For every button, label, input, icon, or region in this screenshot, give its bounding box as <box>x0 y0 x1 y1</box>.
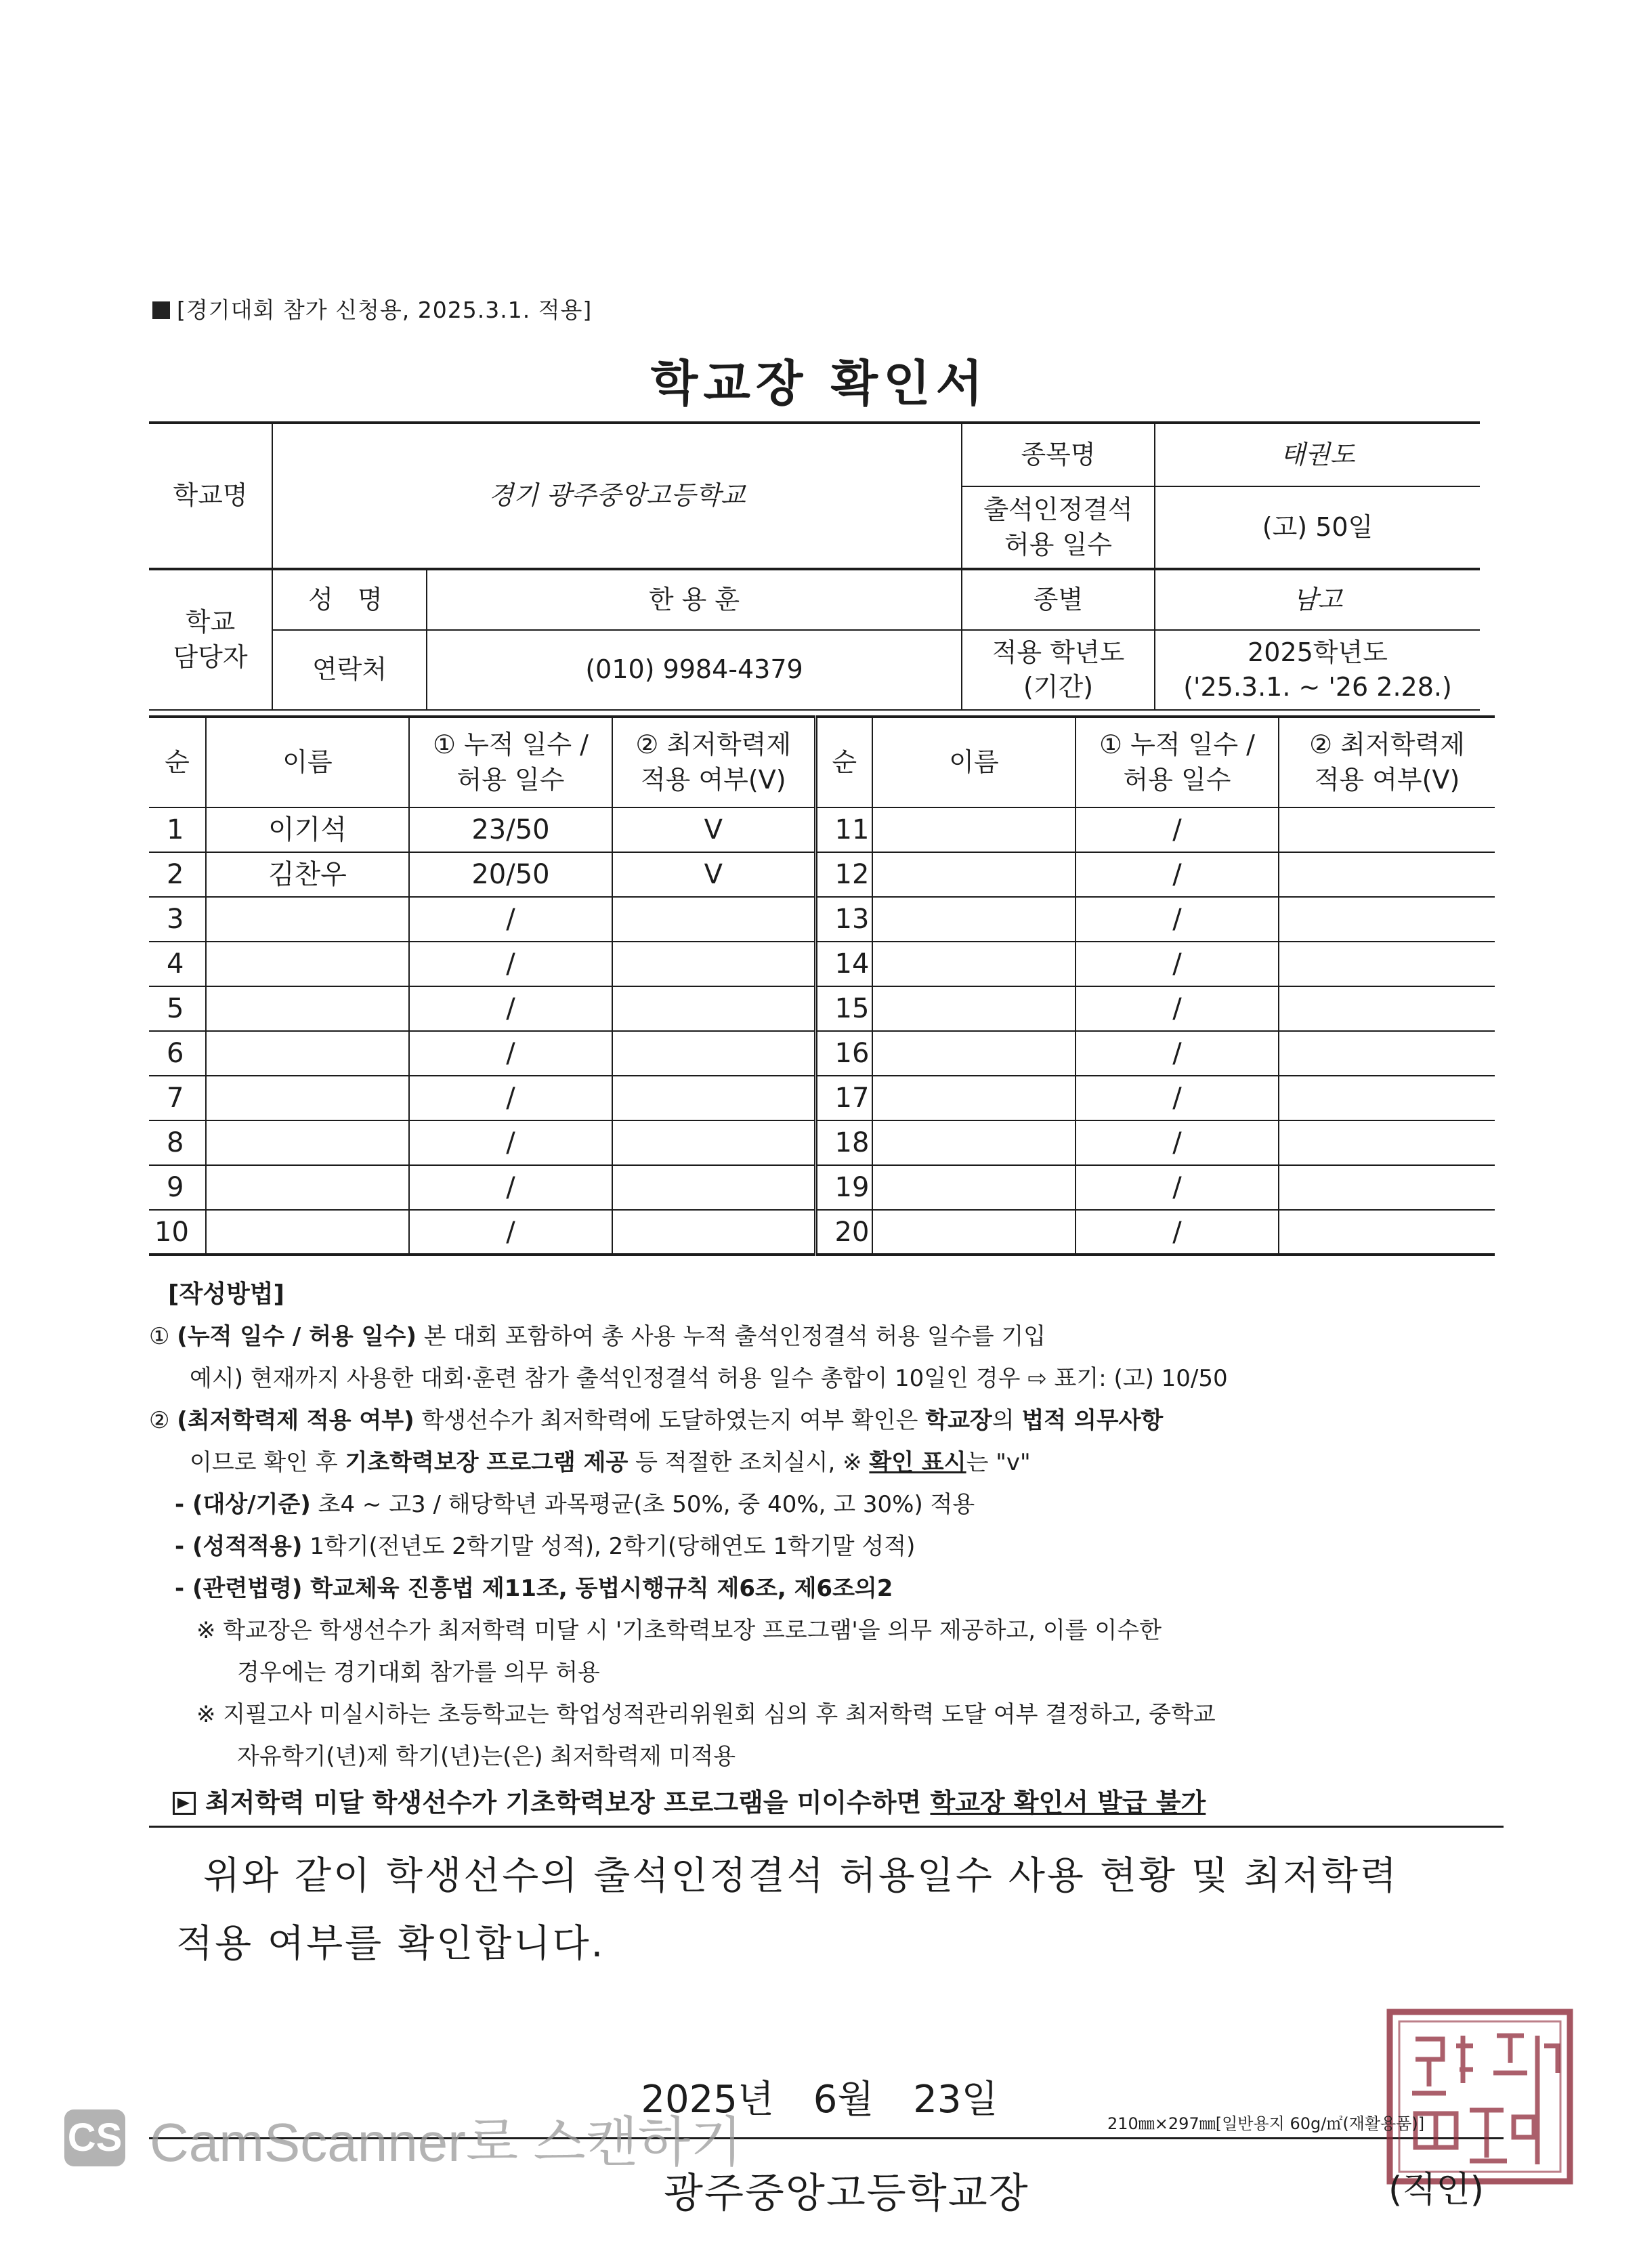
row-num-left: 1 <box>149 807 206 852</box>
instruction-2-cont-text-c: 는 "v" <box>966 1449 1031 1476</box>
allowed-days-label-line1: 출석인정결석 <box>983 495 1133 525</box>
instruction-2-bold-duty: 법적 의무사항 <box>1021 1407 1164 1434</box>
col-min-left-line2: 적용 여부(V) <box>640 764 786 795</box>
row-num-right: 15 <box>815 986 872 1031</box>
row-name-right <box>872 807 1076 852</box>
square-bullet-icon <box>152 301 170 319</box>
row-min-right <box>1279 1165 1495 1210</box>
table-row <box>149 1120 1495 1165</box>
row-days-right: / <box>1076 1120 1279 1165</box>
row-min-right <box>1279 852 1495 897</box>
row-num-right: 16 <box>815 1031 872 1076</box>
row-name-left <box>206 1120 409 1165</box>
row-min-right <box>1279 1076 1495 1120</box>
row-name-right <box>872 1031 1076 1076</box>
row-days-right: / <box>1076 986 1279 1031</box>
col-days-right <box>1076 717 1279 807</box>
col-days-left-line2: 허용 일수 <box>456 764 565 795</box>
allowed-days-label-line2: 허용 일수 <box>1004 529 1112 560</box>
row-name-right <box>872 897 1076 942</box>
row-num-left: 9 <box>149 1165 206 1210</box>
instruction-1-example: 예시) 현재까지 사용한 대회·훈련 참가 출석인정결석 허용 일수 총합이 10일인 경우 ⇨ 표기: (고) 10/50 <box>190 1365 1228 1392</box>
row-num-left: 4 <box>149 942 206 986</box>
row-days-left: / <box>409 942 612 986</box>
row-num-left: 10 <box>149 1210 206 1255</box>
row-days-left: / <box>409 1076 612 1120</box>
row-min-left: V <box>612 852 815 897</box>
row-name-left <box>206 1076 409 1120</box>
final-notice <box>149 1782 1500 1824</box>
col-name-right: 이름 <box>872 717 1076 807</box>
col-min-right <box>1279 717 1495 807</box>
row-num-right: 13 <box>815 897 872 942</box>
writing-instructions <box>149 1274 1500 1824</box>
col-name-left: 이름 <box>206 717 409 807</box>
col-days-right-line1: ① 누적 일수 / <box>1099 730 1255 760</box>
row-days-left: / <box>409 897 612 942</box>
row-name-right <box>872 1210 1076 1255</box>
instructions-title: [작성방법] <box>168 1280 285 1308</box>
row-min-right <box>1279 897 1495 942</box>
header-note <box>152 293 592 324</box>
school-label: 학교명 <box>149 423 272 569</box>
header-note-text: [경기대회 참가 신청용, 2025.3.1. 적용] <box>177 297 593 323</box>
row-days-left: / <box>409 986 612 1031</box>
row-name-left <box>206 942 409 986</box>
col-days-left-line1: ① 누적 일수 / <box>433 730 589 760</box>
table-row <box>149 1076 1495 1120</box>
col-seq-left: 순 <box>149 717 206 807</box>
instruction-1-heading: (누적 일수 / 허용 일수) <box>177 1323 417 1350</box>
row-min-left <box>612 1120 815 1165</box>
col-min-left-line1: ② 최저학력제 <box>635 730 792 760</box>
confirmation-statement <box>176 1843 1463 1978</box>
row-name-left <box>206 897 409 942</box>
col-min-right-line1: ② 최저학력제 <box>1309 730 1465 760</box>
gender-label: 종별 <box>962 569 1155 630</box>
instruction-2-heading: (최저학력제 적용 여부) <box>177 1407 414 1434</box>
instruction-2-cont-bold-program: 기초학력보장 프로그램 제공 <box>345 1449 629 1476</box>
row-num-right: 20 <box>815 1210 872 1255</box>
row-num-right: 12 <box>815 852 872 897</box>
year-label-line1: 적용 학년도 <box>992 637 1125 667</box>
instruction-2-cont <box>149 1442 1500 1484</box>
camscanner-logo-icon: CS <box>64 2109 125 2166</box>
criteria-heading: - (대상/기준) <box>175 1491 311 1518</box>
grade-apply-heading: - (성적적용) <box>175 1533 303 1560</box>
instruction-2 <box>149 1400 1500 1442</box>
row-min-left <box>612 986 815 1031</box>
allowed-days-label <box>962 486 1155 569</box>
law-heading: - (관련법령) <box>175 1575 303 1602</box>
row-num-right: 19 <box>815 1165 872 1210</box>
col-days-left <box>409 717 612 807</box>
instruction-2-cont-bold-mark: 확인 표시 <box>869 1449 966 1476</box>
year-label-line2: (기간) <box>1023 672 1094 702</box>
issue-date: 2025년 6월 23일 <box>641 2078 998 2122</box>
criteria-text: 초4 ~ 고3 / 해당학년 과목평균(초 50%, 중 40%, 고 30%) 적용 <box>310 1491 975 1518</box>
row-num-left: 2 <box>149 852 206 897</box>
law-line <box>149 1568 1500 1610</box>
col-min-left <box>612 717 815 807</box>
table-row <box>149 897 1495 942</box>
info-table <box>149 421 1480 711</box>
row-days-left: 23/50 <box>409 807 612 852</box>
row-days-right: / <box>1076 1165 1279 1210</box>
name-value: 한 용 훈 <box>427 569 962 630</box>
circled-one-mark: ① <box>149 1323 170 1350</box>
row-days-right: / <box>1076 1076 1279 1120</box>
name-label: 성 명 <box>272 569 427 630</box>
col-min-right-line2: 적용 여부(V) <box>1314 764 1460 795</box>
note-1-cont: 경우에는 경기대회 참가를 의무 허용 <box>237 1659 600 1686</box>
row-min-left <box>612 897 815 942</box>
instruction-2-text-a: 학생선수가 최저학력에 도달하였는지 여부 확인은 <box>414 1407 926 1434</box>
row-days-left: / <box>409 1031 612 1076</box>
row-min-right <box>1279 986 1495 1031</box>
row-min-right <box>1279 807 1495 852</box>
row-num-right: 11 <box>815 807 872 852</box>
law-text: 학교체육 진흥법 제11조, 동법시행규칙 제6조, 제6조의2 <box>302 1575 893 1602</box>
grade-apply-text: 1학기(전년도 2학기말 성적), 2학기(당해연도 1학기말 성적) <box>302 1533 916 1560</box>
confirmation-line-2: 적용 여부를 확인합니다. <box>176 1922 605 1966</box>
row-num-left: 7 <box>149 1076 206 1120</box>
principal-signature: 광주중앙고등학교장 <box>664 2170 1029 2217</box>
row-name-right <box>872 942 1076 986</box>
athlete-list-table <box>149 715 1495 1256</box>
row-name-left <box>206 1031 409 1076</box>
criteria-line <box>149 1484 1500 1526</box>
final-notice-emphasis: 학교장 확인서 발급 불가 <box>930 1788 1206 1818</box>
table-row <box>149 1165 1495 1210</box>
table-row <box>149 1031 1495 1076</box>
contact-label <box>149 569 272 710</box>
school-value: 경기 광주중앙고등학교 <box>272 423 962 569</box>
phone-value: (010) 9984-4379 <box>427 630 962 710</box>
row-name-right <box>872 1165 1076 1210</box>
row-days-left: / <box>409 1165 612 1210</box>
instruction-2-cont-text-a: 이므로 확인 후 <box>190 1449 345 1476</box>
col-seq-right: 순 <box>815 717 872 807</box>
year-value <box>1155 630 1480 710</box>
row-min-right <box>1279 1120 1495 1165</box>
row-min-left <box>612 1210 815 1255</box>
row-days-right: / <box>1076 807 1279 852</box>
instruction-1 <box>149 1316 1500 1358</box>
paper-spec: 210㎜×297㎜[일반용지 60g/㎡(재활용품)] <box>1107 2114 1425 2133</box>
row-name-right <box>872 1076 1076 1120</box>
row-days-right: / <box>1076 897 1279 942</box>
row-min-right <box>1279 1210 1495 1255</box>
col-days-right-line2: 허용 일수 <box>1123 764 1231 795</box>
row-name-left: 이기석 <box>206 807 409 852</box>
final-notice-text: 최저학력 미달 학생선수가 기초학력보장 프로그램을 미이수하면 <box>205 1788 931 1818</box>
note-1: ※ 학교장은 학생선수가 최저학력 미달 시 '기초학력보장 프로그램'을 의무 제공하고, 이를 이수한 <box>196 1617 1162 1644</box>
instruction-1-text: 본 대회 포함하여 총 사용 누적 출석인정결석 허용 일수를 기입 <box>416 1323 1046 1350</box>
row-name-right <box>872 1120 1076 1165</box>
row-num-left: 3 <box>149 897 206 942</box>
row-days-left: / <box>409 1210 612 1255</box>
instruction-2-text-b: 의 <box>992 1407 1022 1434</box>
row-min-left <box>612 1031 815 1076</box>
row-num-right: 14 <box>815 942 872 986</box>
row-min-left <box>612 1165 815 1210</box>
row-days-right: / <box>1076 1210 1279 1255</box>
table-row <box>149 986 1495 1031</box>
row-days-right: / <box>1076 852 1279 897</box>
table-row <box>149 1210 1495 1255</box>
document-title: 학교장 확인서 <box>650 355 989 412</box>
note-2-cont: 자유학기(년)제 학기(년)는(은) 최저학력제 미적용 <box>237 1743 736 1770</box>
row-num-left: 8 <box>149 1120 206 1165</box>
divider-line <box>149 1826 1504 1828</box>
row-days-right: / <box>1076 1031 1279 1076</box>
row-min-right <box>1279 942 1495 986</box>
confirmation-line-1: 위와 같이 학생선수의 출석인정결석 허용일수 사용 현황 및 최저학력 <box>203 1854 1399 1898</box>
row-min-left <box>612 1076 815 1120</box>
row-min-left <box>612 942 815 986</box>
year-value-line2: ('25.3.1. ~ '26 2.28.) <box>1183 672 1452 702</box>
note-2: ※ 지필고사 미실시하는 초등학교는 학업성적관리위원회 심의 후 최저학력 도달 여부 결정하고, 중학교 <box>196 1701 1216 1728</box>
arrow-box-icon <box>173 1792 196 1815</box>
table-row <box>149 942 1495 986</box>
row-name-left <box>206 1165 409 1210</box>
instruction-2-bold-principal: 학교장 <box>925 1407 992 1434</box>
row-days-right: / <box>1076 942 1279 986</box>
table-row <box>149 807 1495 852</box>
row-min-left: V <box>612 807 815 852</box>
contact-label-line1: 학교 <box>185 607 236 637</box>
allowed-days-value: (고) 50일 <box>1155 486 1480 569</box>
year-value-line1: 2025학년도 <box>1248 637 1388 667</box>
instruction-2-cont-text-b: 등 적절한 조치실시, ※ <box>628 1449 870 1476</box>
contact-label-line2: 담당자 <box>173 642 248 672</box>
table-row <box>149 852 1495 897</box>
gender-value: 남고 <box>1155 569 1480 630</box>
grade-apply-line <box>149 1526 1500 1568</box>
row-name-left: 김찬우 <box>206 852 409 897</box>
row-days-left: 20/50 <box>409 852 612 897</box>
row-num-right: 17 <box>815 1076 872 1120</box>
row-days-left: / <box>409 1120 612 1165</box>
sport-value: 태권도 <box>1155 423 1480 486</box>
phone-label: 연락처 <box>272 630 427 710</box>
row-num-right: 18 <box>815 1120 872 1165</box>
scanner-watermark <box>64 2099 743 2177</box>
row-name-left <box>206 1210 409 1255</box>
row-num-left: 5 <box>149 986 206 1031</box>
sport-label: 종목명 <box>962 423 1155 486</box>
circled-two-mark: ② <box>149 1407 170 1434</box>
row-name-right <box>872 852 1076 897</box>
row-name-left <box>206 986 409 1031</box>
year-label <box>962 630 1155 710</box>
seal-label: (직인) <box>1388 2170 1485 2210</box>
row-name-right <box>872 986 1076 1031</box>
row-num-left: 6 <box>149 1031 206 1076</box>
row-min-right <box>1279 1031 1495 1076</box>
scanner-watermark-text: CamScanner로 스캔하기 <box>150 2112 743 2172</box>
